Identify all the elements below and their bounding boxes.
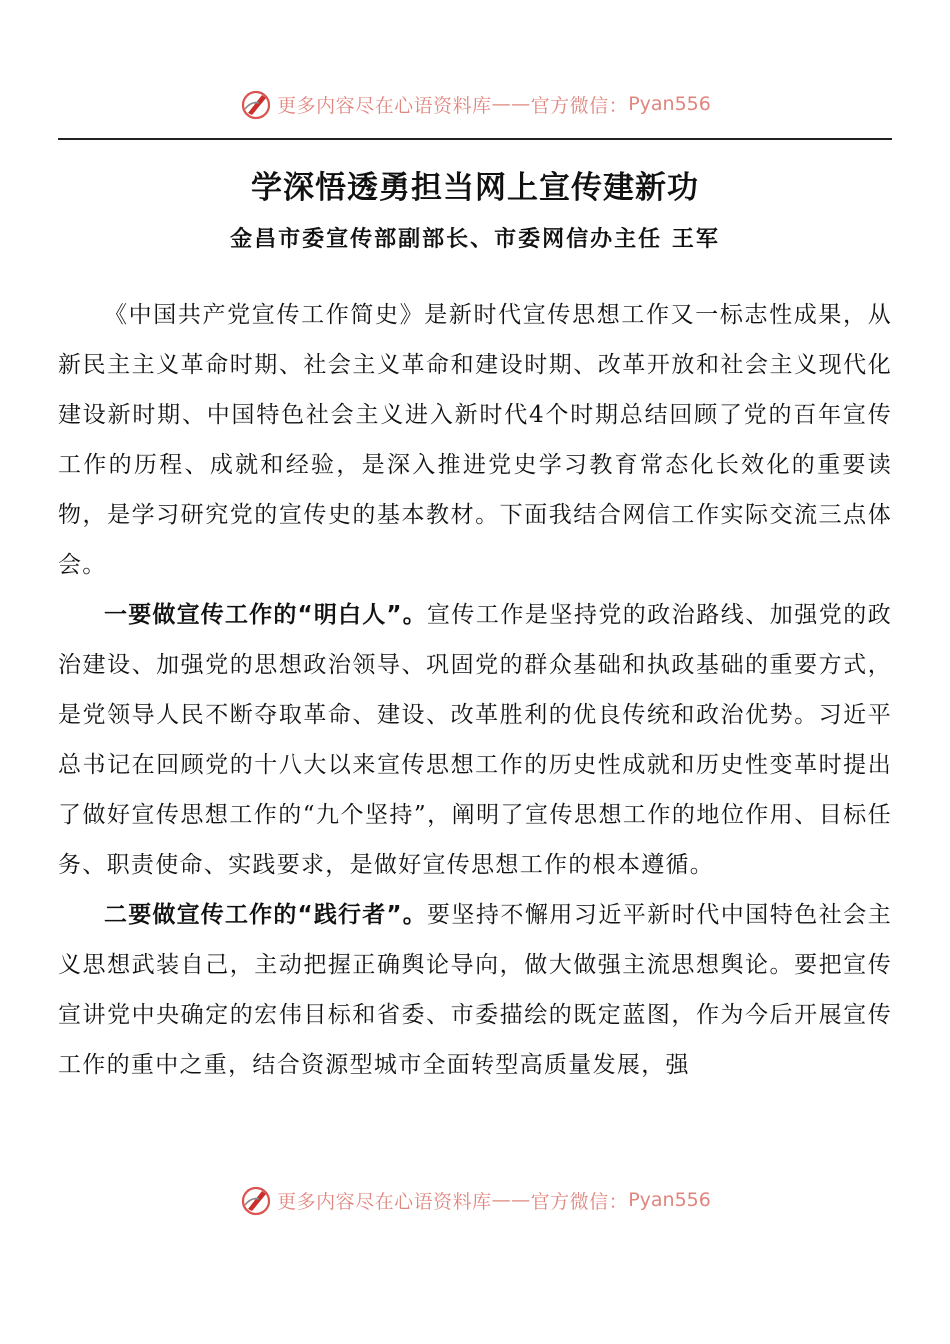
paragraph-heading: 二要做宣传工作的“践行者”。 xyxy=(104,902,427,928)
document-body xyxy=(58,290,892,1090)
watermark-wechat-label: 官方微信： xyxy=(530,1190,629,1213)
watermark-wechat-label: 官方微信： xyxy=(530,94,629,117)
watermark-separator: —— xyxy=(491,93,531,115)
header-watermark xyxy=(0,84,950,124)
watermark-site-text: 更多内容尽在心语资料库 xyxy=(277,94,492,117)
footer-watermark xyxy=(0,1180,950,1220)
paragraph-point-one xyxy=(58,590,892,890)
paragraph-intro xyxy=(58,290,892,590)
paragraph-point-two xyxy=(58,890,892,1090)
document-title: 学深悟透勇担当网上宣传建新功 xyxy=(251,170,699,206)
pen-circle-logo-icon xyxy=(239,1183,273,1217)
watermark-wechat-id: Pyan556 xyxy=(628,1189,711,1211)
watermark-site-text: 更多内容尽在心语资料库 xyxy=(277,1190,492,1213)
paragraph-heading: 一要做宣传工作的“明白人”。 xyxy=(104,602,427,628)
pen-circle-logo-icon xyxy=(239,87,273,121)
watermark-wechat-id: Pyan556 xyxy=(628,93,711,115)
paragraph-text: 《中国共产党宣传工作简史》是新时代宣传思想工作又一标志性成果，从新民主主义革命时期、社会主义革命和建设时期、改革开放和社会主义现代化建设新时期、中国特色社会主义进入新时代4个时期总结回顾了党的百年宣传工作的历程、成就和经验，是深入推进党史学习教育常态化长效化的重要读物，是学习研究党的宣传史的基本教材。下面我结合网信工作实际交流三点体会。 xyxy=(58,302,892,578)
watermark-separator: —— xyxy=(491,1189,531,1211)
paragraph-text: 要坚持不懈用习近平新时代中国特色社会主义思想武装自己，主动把握正确舆论导向，做大做强主流思想舆论。要把宣传宣讲党中央确定的宏伟目标和省委、市委描绘的既定蓝图，作为今后开展宣传工作的重中之重，结合资源型城市全面转型高质量发展，强 xyxy=(58,902,893,1078)
header-divider xyxy=(58,138,892,140)
document-byline: 金昌市委宣传部副部长、市委网信办主任 王军 xyxy=(230,226,720,252)
paragraph-text: 宣传工作是坚持党的政治路线、加强党的政治建设、加强党的思想政治领导、巩固党的群众基础和执政基础的重要方式，是党领导人民不断夺取革命、建设、改革胜利的优良传统和政治优势。习近平总书记在回顾党的十八大以来宣传思想工作的历史性成就和历史性变革时提出了做好宣传思想工作的“九个坚持”，阐明了宣传思想工作的地位作用、目标任务、职责使命、实践要求，是做好宣传思想工作的根本遵循。 xyxy=(58,602,893,878)
